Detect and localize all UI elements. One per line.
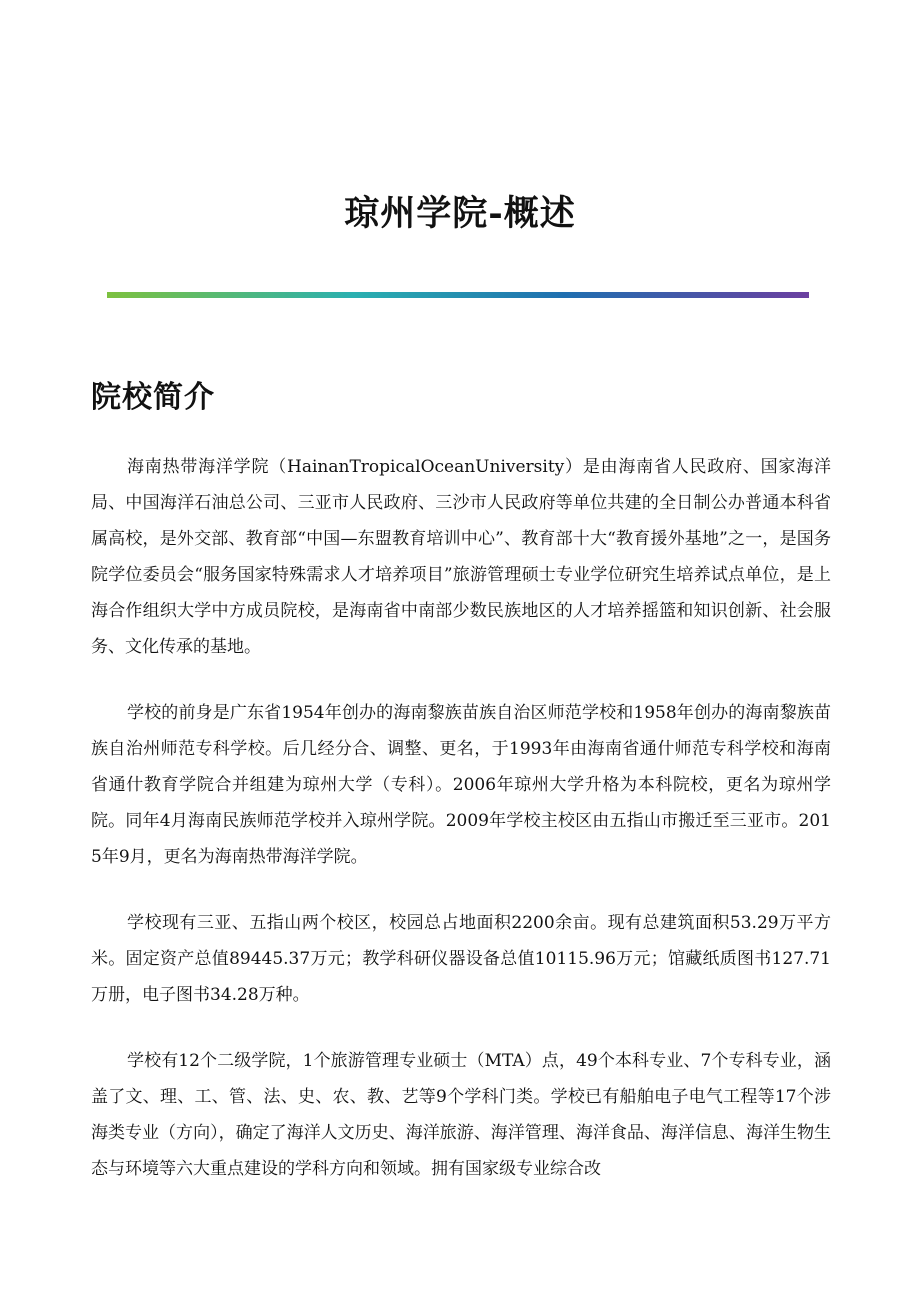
paragraph-campus: 学校现有三亚、五指山两个校区，校园总占地面积2200余亩。现有总建筑面积53.29万平方米。固定资产总值89445.37万元；教学科研仪器设备总值10115.96万元；馆藏纸质图书127.71万册，电子图书34.28万种。 xyxy=(91,913,831,1005)
paragraph-history: 学校的前身是广东省1954年创办的海南黎族苗族自治区师范学校和1958年创办的海南黎族苗族自治州师范专科学校。后几经分合、调整、更名，于1993年由海南省通什师范专科学校和海南省通什教育学院合并组建为琼州大学（专科）。2006年琼州大学升格为本科院校，更名为琼州学院。同年4月海南民族师范学校并入琼州学院。2009年学校主校区由五指山市搬迁至三亚市。2015年9月，更名为海南热带海洋学院。 xyxy=(91,703,831,867)
title-divider xyxy=(107,292,809,298)
page-title: 琼州学院-概述 xyxy=(344,193,576,234)
paragraph-colleges: 学校有12个二级学院，1个旅游管理专业硕士（MTA）点，49个本科专业、7个专科专业，涵盖了文、理、工、管、法、史、农、教、艺等9个学科门类。学校已有船舶电子电气工程等17个涉海类专业（方向），确定了海洋人文历史、海洋旅游、海洋管理、海洋食品、海洋信息、海洋生物生态与环境等六大重点建设的学科方向和领域。拥有国家级专业综合改 xyxy=(91,1051,831,1179)
section-heading: 院校简介 xyxy=(91,380,215,415)
paragraph-intro: 海南热带海洋学院（HainanTropicalOceanUniversity）是由海南省人民政府、国家海洋局、中国海洋石油总公司、三亚市人民政府、三沙市人民政府等单位共建的全日制公办普通本科省属高校，是外交部、教育部“中国—东盟教育培训中心”、教育部十大“教育援外基地”之一，是国务院学位委员会“服务国家特殊需求人才培养项目”旅游管理硕士专业学位研究生培养试点单位，是上海合作组织大学中方成员院校，是海南省中南部少数民族地区的人才培养摇篮和知识创新、社会服务、文化传承的基地。 xyxy=(91,457,831,657)
